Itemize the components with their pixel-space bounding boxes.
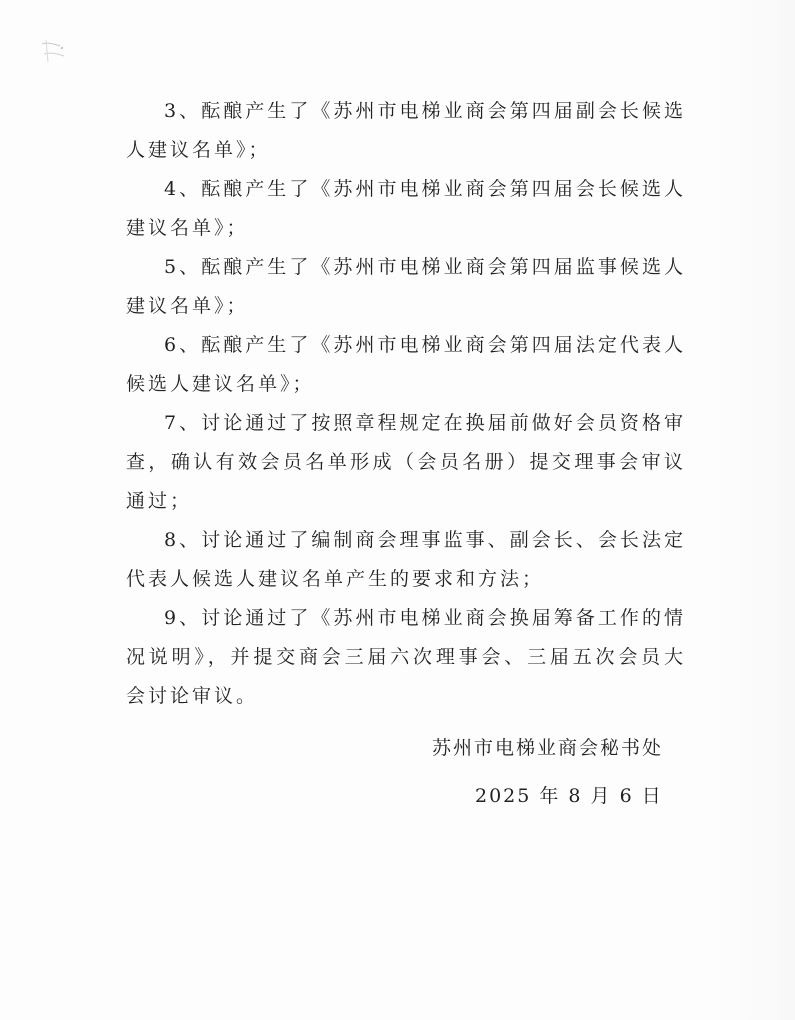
item-text: 8、讨论通过了编制商会理事监事、副会长、会长法定代表人候选人建议名单产生的要求和方法； [126, 529, 686, 590]
signature-date: 2025 年 8 月 6 日 [475, 785, 663, 807]
item-6 [126, 326, 686, 404]
item-5 [126, 248, 686, 326]
item-text: 3、酝酿产生了《苏州市电梯业商会第四届副会长候选人建议名单》； [126, 100, 686, 161]
scan-edge-shadow [713, 0, 795, 1020]
item-text: 6、酝酿产生了《苏州市电梯业商会第四届法定代表人候选人建议名单》； [126, 334, 686, 395]
scan-mark [36, 34, 76, 74]
meeting-items [126, 92, 686, 716]
item-text: 7、讨论通过了按照章程规定在换届前做好会员资格审查，确认有效会员名单形成（会员名册）提交理事会审议通过； [126, 412, 686, 512]
item-text: 9、讨论通过了《苏州市电梯业商会换届筹备工作的情况说明》，并提交商会三届六次理事会、三届五次会员大会讨论审议。 [126, 607, 686, 707]
item-3 [126, 92, 686, 170]
item-text: 5、酝酿产生了《苏州市电梯业商会第四届监事候选人建议名单》； [126, 256, 686, 317]
item-9 [126, 599, 686, 716]
item-8 [126, 521, 686, 599]
item-text: 4、酝酿产生了《苏州市电梯业商会第四届会长候选人建议名单》； [126, 178, 686, 239]
signature-organization: 苏州市电梯业商会秘书处 [432, 737, 664, 759]
item-4 [126, 170, 686, 248]
item-7 [126, 404, 686, 521]
